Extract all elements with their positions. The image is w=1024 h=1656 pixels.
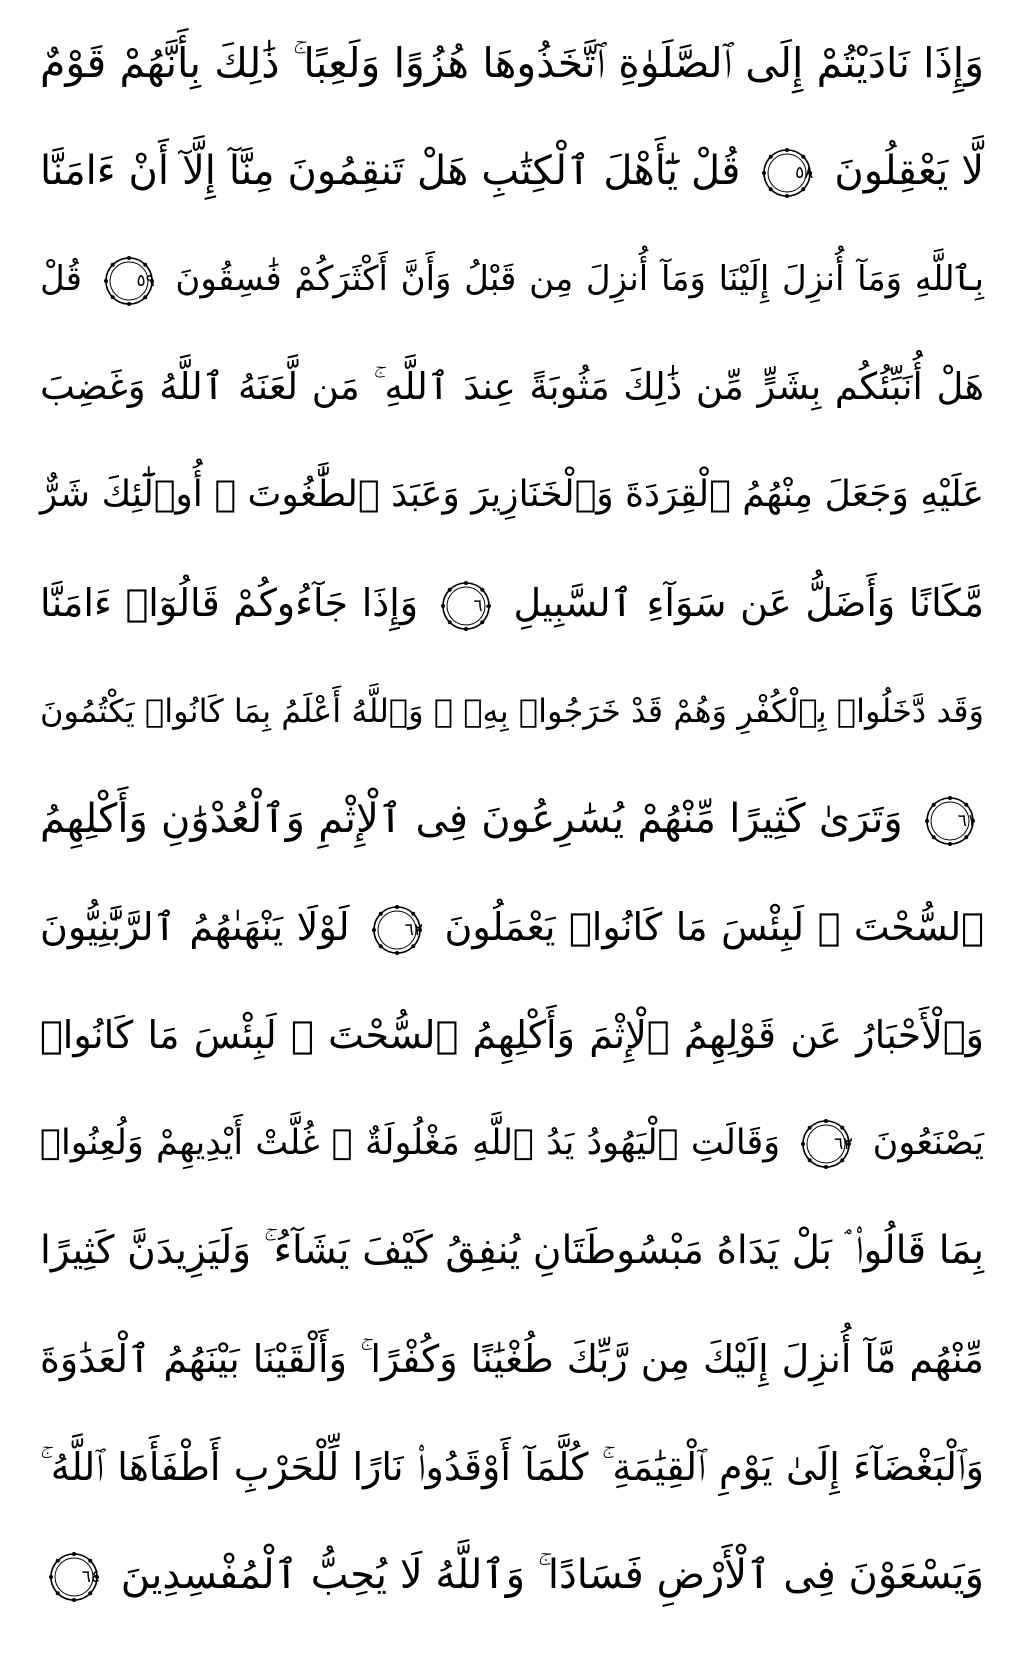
ayah-number-marker (761, 147, 813, 199)
ayah-number-marker (924, 795, 976, 847)
verse-line (40, 1530, 984, 1620)
ayah-number-marker (48, 1551, 100, 1603)
verse-text: لَّا يَعْقِلُونَ (834, 148, 985, 194)
ayah-number: ٦٠ (473, 595, 492, 616)
verse-text: لَوْلَا يَنْهَىٰهُمُ ٱلرَّبَّٰنِيُّونَ (40, 905, 350, 949)
verse-text: ٱلسُّحْتَ ۚ لَبِئْسَ مَا كَانُوا۟ يَعْمَلُونَ (444, 905, 984, 949)
verse-text: يَصْنَعُونَ (872, 1123, 984, 1163)
ayah-number-marker (371, 904, 423, 956)
verse-line (40, 126, 984, 216)
verse-text: عَلَيْهِ وَجَعَلَ مِنْهُمُ ٱلْقِرَدَةَ وَٱلْخَنَازِيرَ وَعَبَدَ ٱلطَّٰغُوتَ ۚ أُو۟لَٰٓئِكَ شَرٌّ (40, 474, 984, 515)
ayah-number-marker (103, 255, 155, 307)
ayah-number-marker (440, 580, 492, 632)
verse-text: بِٱللَّهِ وَمَآ أُنزِلَ إِلَيْنَا وَمَآ أُنزِلَ مِن قَبْلُ وَأَنَّ أَكْثَرَكُمْ فَٰسِقُونَ (175, 259, 985, 299)
ayah-number: ٦١ (957, 811, 976, 831)
verse-text: قُلْ (40, 259, 83, 299)
verse-line (40, 450, 984, 540)
verse-text: وَقَالَتِ ٱلْيَهُودُ يَدُ ٱللَّهِ مَغْلُولَةٌ ۚ غُلَّتْ أَيْدِيهِمْ وَلُعِنُوا۟ (40, 1123, 781, 1163)
verse-text: وَتَرَىٰ كَثِيرًا مِّنْهُمْ يُسَٰرِعُونَ فِى ٱلْإِثْمِ وَٱلْعُدْوَٰنِ وَأَكْلِهِمُ (40, 796, 903, 842)
verse-line (40, 774, 984, 864)
verse-line (40, 18, 984, 108)
verse-text: وَيَسْعَوْنَ فِى ٱلْأَرْضِ فَسَادًا ۚ وَٱللَّهُ لَا يُحِبُّ ٱلْمُفْسِدِينَ (120, 1552, 984, 1598)
verse-text: وَقَد دَّخَلُوا۟ بِٱلْكُفْرِ وَهُمْ قَدْ خَرَجُوا۟ بِهِۦ ۚ وَٱللَّهُ أَعْلَمُ بِمَا كَانُوا۟ يَكْتُمُونَ (40, 692, 984, 730)
verse-text: مَّكَانًا وَأَضَلُّ عَن سَوَآءِ ٱلسَّبِيلِ (513, 581, 984, 625)
verse-line (40, 990, 984, 1080)
verse-line (40, 666, 984, 756)
verse-text: وَإِذَا جَآءُوكُمْ قَالُوٓا۟ ءَامَنَّا (40, 581, 419, 625)
ayah-number: ٥٩ (136, 270, 155, 291)
verse-lines (40, 0, 984, 1656)
ayah-number: ٦٢ (404, 919, 424, 940)
verse-text: وَإِذَا نَادَيْتُمْ إِلَى ٱلصَّلَوٰةِ ٱتَّخَذُوهَا هُزُوًا وَلَعِبًا ۚ ذَٰلِكَ بِأَنَّهُمْ قَوْمٌ (40, 39, 984, 87)
verse-text: وَٱلْأَحْبَارُ عَن قَوْلِهِمُ ٱلْإِثْمَ وَأَكْلِهِمُ ٱلسُّحْتَ ۚ لَبِئْسَ مَا كَانُوا۟ (40, 1013, 984, 1057)
verse-text: وَٱلْبَغْضَآءَ إِلَىٰ يَوْمِ ٱلْقِيَٰمَةِ ۚ كُلَّمَآ أَوْقَدُوا۟ نَارًا لِّلْحَرْبِ أَطْفَأَهَا ٱللَّهُ ۚ (40, 1445, 984, 1489)
ayah-number: ٦٤ (81, 1567, 100, 1587)
verse-text: هَلْ أُنَبِّئُكُم بِشَرٍّ مِّن ذَٰلِكَ مَثُوبَةً عِندَ ٱللَّهِ ۚ مَن لَّعَنَهُ ٱللَّهُ وَغَضِبَ (40, 365, 984, 408)
verse-line (40, 1206, 984, 1296)
verse-line (40, 342, 984, 432)
verse-line (40, 234, 984, 324)
verse-text: بِمَا قَالُوا۟ ۘ بَلْ يَدَاهُ مَبْسُوطَتَانِ يُنفِقُ كَيْفَ يَشَآءُ ۚ وَلَيَزِيدَنَّ كَثِيرًا (40, 1228, 984, 1273)
verse-text: مِّنْهُم مَّآ أُنزِلَ إِلَيْكَ مِن رَّبِّكَ طُغْيَٰنًا وَكُفْرًا ۚ وَأَلْقَيْنَا بَيْنَهُمُ ٱلْعَدَٰوَةَ (40, 1337, 984, 1381)
verse-line (40, 1314, 984, 1404)
ayah-number: ٥٨ (795, 163, 814, 183)
verse-text: قُلْ يَٰٓأَهْلَ ٱلْكِتَٰبِ هَلْ تَنقِمُونَ مِنَّآ إِلَّآ أَنْ ءَامَنَّا (40, 148, 741, 194)
ayah-number-marker (800, 1118, 852, 1170)
verse-line (40, 882, 984, 972)
verse-line (40, 1422, 984, 1512)
verse-line (40, 558, 984, 648)
verse-line (40, 1098, 984, 1188)
ayah-number: ٦٣ (834, 1134, 853, 1154)
